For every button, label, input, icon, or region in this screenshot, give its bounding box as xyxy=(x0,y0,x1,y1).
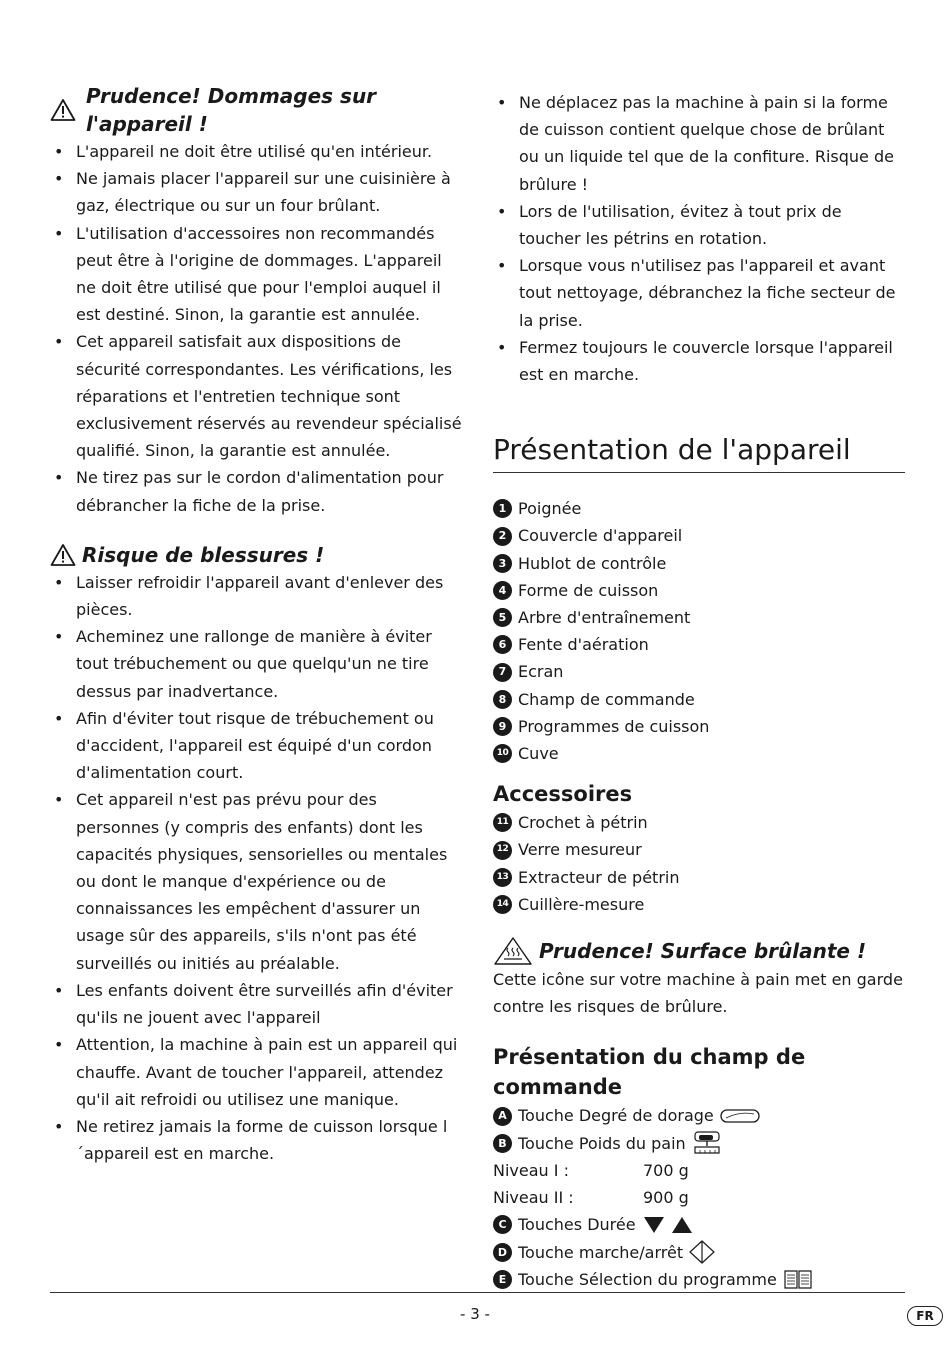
accessory-label: Cuillère-mesure xyxy=(518,894,645,914)
number-badge: 13 xyxy=(493,868,512,887)
letter-badge: C xyxy=(493,1215,512,1234)
list-item: • Ne jamais placer l'appareil sur une cuisinière à gaz, électrique ou sur un four brûlant. xyxy=(50,165,465,219)
list-item xyxy=(493,1102,905,1129)
list-item: • Laisser refroidir l'appareil avant d'enlever des pièces. xyxy=(50,569,465,623)
list-item xyxy=(493,864,905,891)
control-list-continued xyxy=(493,1211,905,1293)
language-badge: FR xyxy=(907,1306,943,1326)
right-column xyxy=(493,89,905,1293)
list-item: • L'appareil ne doit être utilisé qu'en intérieur. xyxy=(50,138,465,165)
number-badge: 10 xyxy=(493,744,512,763)
list-item xyxy=(493,604,905,631)
letter-badge: D xyxy=(493,1243,512,1262)
injury-list xyxy=(50,569,465,1167)
part-label: Programmes de cuisson xyxy=(518,716,710,736)
number-badge: 1 xyxy=(493,499,512,518)
footer-divider xyxy=(50,1292,905,1293)
letter-badge: A xyxy=(493,1107,512,1126)
number-badge: 9 xyxy=(493,717,512,736)
part-label: Couvercle d'appareil xyxy=(518,526,683,546)
parts-list xyxy=(493,495,905,767)
part-label: Forme de cuisson xyxy=(518,580,659,600)
part-label: Hublot de contrôle xyxy=(518,553,667,573)
part-label: Ecran xyxy=(518,662,564,682)
list-item: • Lorsque vous n'utilisez pas l'appareil et avant tout nettoyage, débranchez la fiche secteur de la prise. xyxy=(493,252,905,334)
number-badge: 12 xyxy=(493,841,512,860)
list-item: • Acheminez une rallonge de manière à éviter tout trébuchement ou que quelqu'un ne tire dessus par inadvertance. xyxy=(50,623,465,705)
list-item xyxy=(493,631,905,658)
level-value: 700 g xyxy=(643,1160,689,1180)
list-item xyxy=(493,740,905,767)
part-label: Champ de commande xyxy=(518,689,695,709)
list-item xyxy=(493,550,905,577)
hot-surface-icon xyxy=(493,936,533,966)
damage-list xyxy=(50,138,465,519)
number-badge: 3 xyxy=(493,554,512,573)
list-item xyxy=(493,522,905,549)
control-label: Touches Durée xyxy=(518,1215,636,1235)
list-item: • Afin d'éviter tout risque de trébuchement ou d'accident, l'appareil est équipé d'un cordon d'alimentation court. xyxy=(50,705,465,787)
list-item: • Lors de l'utilisation, évitez à tout prix de toucher les pétrins en rotation. xyxy=(493,198,905,252)
part-label: Poignée xyxy=(518,499,582,519)
list-item: • Cet appareil n'est pas prévu pour des personnes (y compris des enfants) dont les capacités physiques, sensorielles ou mentales ou dont le manque d'expérience ou de connaissances les empêchent d'assurer un usage sûr des appareils, s'ils n'ont pas été surveillés ou initiés au préalable. xyxy=(50,786,465,976)
list-item: • Cet appareil satisfait aux dispositions de sécurité correspondantes. Les vérifications, les réparations et l'entretien technique sont exclusivement réservés au revendeur spécialisé qualifié. Sinon, la garantie est annulée. xyxy=(50,328,465,464)
level-value: 900 g xyxy=(643,1188,689,1208)
damage-warning-title xyxy=(50,82,465,138)
number-badge: 8 xyxy=(493,690,512,709)
list-item xyxy=(493,891,905,918)
letter-badge: E xyxy=(493,1270,512,1289)
list-item: • Ne tirez pas sur le cordon d'alimentation pour débrancher la fiche de la prise. xyxy=(50,464,465,518)
accessory-label: Extracteur de pétrin xyxy=(518,867,680,887)
continued-warning-list xyxy=(493,89,905,388)
accessories-heading: Accessoires xyxy=(493,782,633,807)
list-item xyxy=(493,1239,905,1266)
accessory-label: Verre mesureur xyxy=(518,840,642,860)
list-item xyxy=(493,686,905,713)
number-badge: 2 xyxy=(493,527,512,546)
letter-badge: B xyxy=(493,1134,512,1153)
part-label: Cuve xyxy=(518,744,559,764)
control-label: Touche Poids du pain xyxy=(518,1133,686,1153)
injury-warning-title-text: Risque de blessures ! xyxy=(82,542,325,567)
level-label: Niveau I : xyxy=(493,1160,569,1180)
hot-surface-text: Cette icône sur votre machine à pain met en garde contre les risques de brûlure. xyxy=(493,970,903,1017)
list-item: • Fermez toujours le couvercle lorsque l'appareil est en marche. xyxy=(493,334,905,388)
control-list xyxy=(493,1102,905,1156)
number-badge: 14 xyxy=(493,895,512,914)
accessory-label: Crochet à pétrin xyxy=(518,813,648,833)
list-item xyxy=(493,713,905,740)
part-label: Fente d'aération xyxy=(518,635,649,655)
injury-warning-title xyxy=(50,541,465,569)
list-item: • Les enfants doivent être surveillés afin d'éviter qu'ils ne jouent avec l'appareil xyxy=(50,977,465,1031)
part-label: Arbre d'entraînement xyxy=(518,608,691,628)
warning-icon xyxy=(50,543,76,567)
hot-surface-title xyxy=(493,936,905,966)
left-column xyxy=(50,82,465,1167)
control-label: Touche Sélection du programme xyxy=(518,1269,777,1289)
accessories-list xyxy=(493,809,905,918)
browning-button-icon xyxy=(720,1108,760,1124)
time-arrows-icon xyxy=(642,1215,694,1235)
list-item xyxy=(493,809,905,836)
number-badge: 7 xyxy=(493,663,512,682)
list-item xyxy=(493,836,905,863)
list-item xyxy=(493,1130,905,1157)
hot-surface-title-text: Prudence! Surface brûlante ! xyxy=(539,939,867,964)
level-row xyxy=(493,1184,905,1211)
number-badge: 5 xyxy=(493,608,512,627)
level-row xyxy=(493,1157,905,1184)
level-label: Niveau II : xyxy=(493,1188,574,1208)
start-stop-icon xyxy=(689,1240,715,1264)
weight-scale-icon xyxy=(692,1131,722,1155)
list-item: • Ne déplacez pas la machine à pain si la forme de cuisson contient quelque chose de brûlant ou un liquide tel que de la confiture. Risque de brûlure ! xyxy=(493,89,905,198)
list-item xyxy=(493,577,905,604)
presentation-heading: Présentation de l'appareil xyxy=(493,432,905,473)
control-label: Touche marche/arrêt xyxy=(518,1242,684,1262)
damage-warning-title-text: Prudence! Dommages sur l'appareil ! xyxy=(86,84,377,136)
warning-icon xyxy=(50,98,76,122)
number-badge: 6 xyxy=(493,635,512,654)
list-item xyxy=(493,658,905,685)
number-badge: 11 xyxy=(493,813,512,832)
number-badge: 4 xyxy=(493,581,512,600)
control-label: Touche Degré de dorage xyxy=(518,1106,714,1126)
page-number: - 3 - xyxy=(460,1305,490,1323)
book-icon xyxy=(783,1268,813,1290)
list-item xyxy=(493,495,905,522)
control-panel-heading: Présentation du champ de commande xyxy=(493,1045,806,1100)
list-item: • L'utilisation d'accessoires non recommandés peut être à l'origine de dommages. L'appareil ne doit être utilisé que pour l'emploi auquel il est destiné. Sinon, la garantie est annulée. xyxy=(50,220,465,329)
list-item: • Ne retirez jamais la forme de cuisson lorsque l´appareil est en marche. xyxy=(50,1113,465,1167)
list-item xyxy=(493,1266,905,1293)
list-item: • Attention, la machine à pain est un appareil qui chauffe. Avant de toucher l'appareil, attendez qu'il ait refroidi ou utilisez une manique. xyxy=(50,1031,465,1113)
list-item xyxy=(493,1211,905,1238)
